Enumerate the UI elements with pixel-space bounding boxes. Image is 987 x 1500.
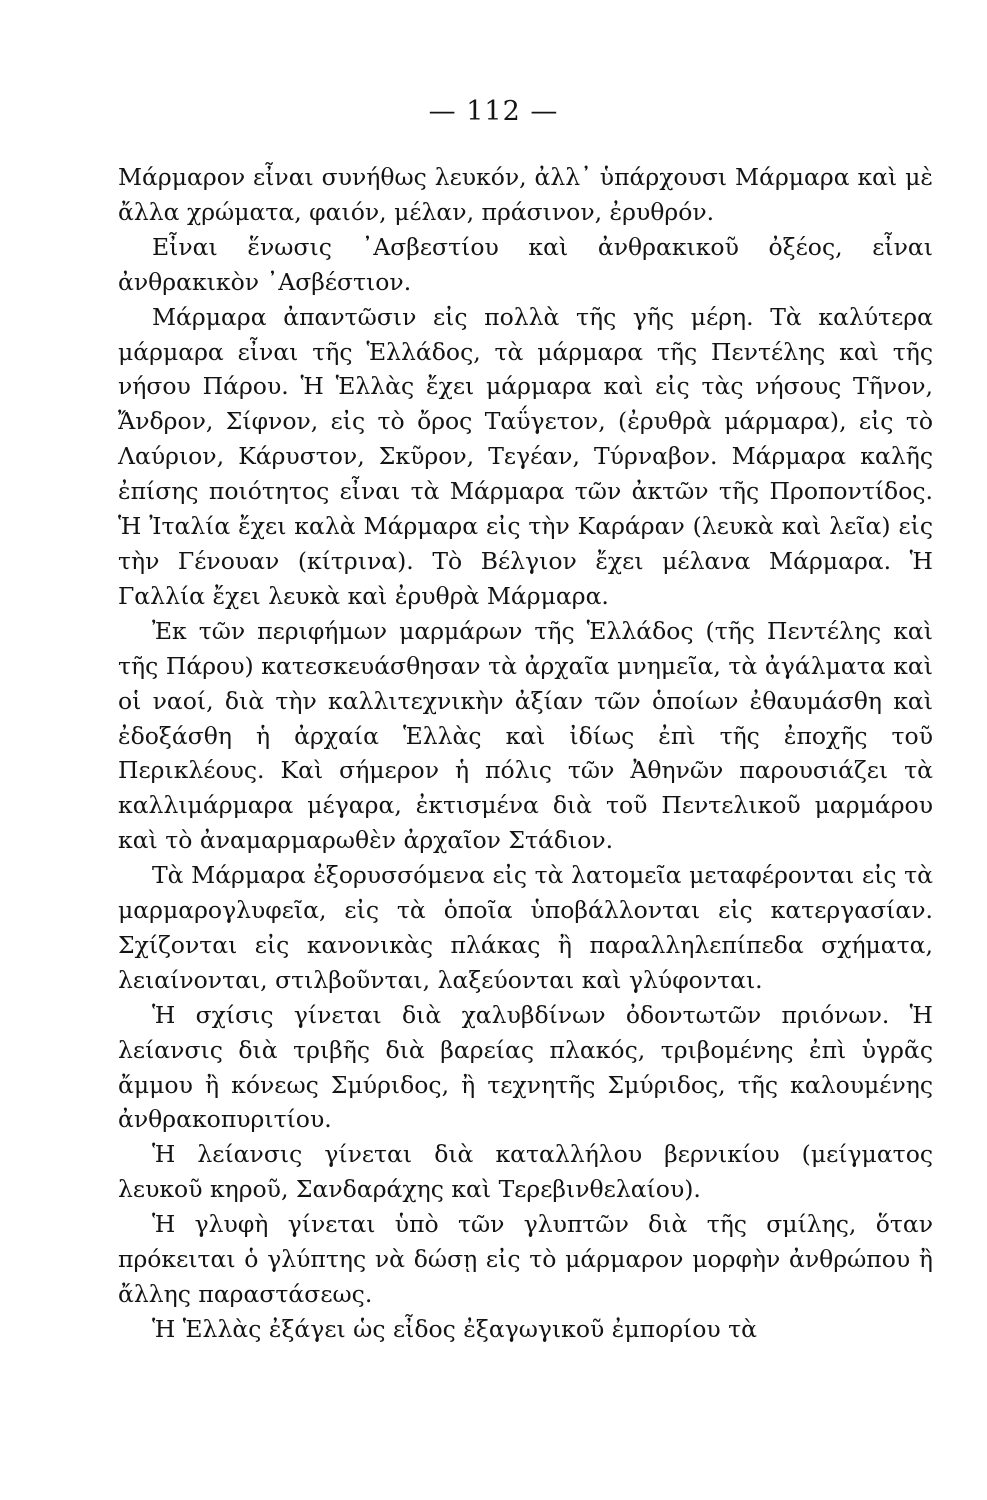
paragraph-export: Ἡ Ἑλλὰς ἐξάγει ὡς εἶδος ἐξαγωγικοῦ ἐμπορίου τὰ — [152, 1314, 758, 1343]
body-text — [118, 160, 933, 1347]
page-number: — 112 — — [428, 96, 559, 127]
paragraph-cutting-polishing: Ἡ σχίσις γίνεται διὰ χαλυβδίνων ὀδοντωτῶν πριόνων. Ἡ λείανσις διὰ τριβῆς διὰ βαρείας πλακός, τριβομένης ἐπὶ ὑγρᾶς ἄμμου ἢ κόνεως Σμύριδος, ἢ τεχνητῆς Σμύριδος, τῆς καλουμένης ἀνθρακοπυριτίου. — [118, 1000, 933, 1134]
paragraph-marble-sources: Μάρμαρα ἀπαντῶσιν εἰς πολλὰ τῆς γῆς μέρη. Τὰ καλύτερα μάρμαρα εἶναι τῆς Ἑλλάδος, τὰ μάρμαρα τῆς Πεντέλης καὶ τῆς νήσου Πάρου. Ἡ Ἑλλὰς ἔχει μάρμαρα καὶ εἰς τὰς νήσους Τῆνον, Ἄνδρον, Σίφνον, εἰς τὸ ὄρος Ταΰγετον, (ἐρυθρὰ μάρμαρα), εἰς τὸ Λαύριον, Κάρυστον, Σκῦρον, Τεγέαν, Τύρναβον. Μάρμαρα καλῆς ἐπίσης ποιότητος εἶναι τὰ Μάρμαρα τῶν ἀκτῶν τῆς Προποντίδος. Ἡ Ἰταλία ἔχει καλὰ Μάρμαρα εἰς τὴν Καράραν (λευκὰ καὶ λεῖα) εἰς τὴν Γένουαν (κίτρινα). Τὸ Βέλγιον ἔχει μέλανα Μάρμαρα. Ἡ Γαλλία ἔχει λευκὰ καὶ ἐρυθρὰ Μάρμαρα. — [118, 302, 933, 610]
paragraph-ancient-monuments: Ἐκ τῶν περιφήμων μαρμάρων τῆς Ἑλλάδος (τῆς Πεντέλης καὶ τῆς Πάρου) κατεσκευάσθησαν τὰ ἀρχαῖα μνημεῖα, τὰ ἀγάλματα καὶ οἱ ναοί, διὰ τὴν καλλιτεχνικὴν ἀξίαν τῶν ὁποίων ἐθαυμάσθη καὶ ἐδοξάσθη ἡ ἀρχαία Ἑλλὰς καὶ ἰδίως ἐπὶ τῆς ἐποχῆς τοῦ Περικλέους. Καὶ σήμερον ἡ πόλις τῶν Ἀθηνῶν παρουσιάζει τὰ καλλιμάρμαρα μέγαρα, ἐκτισμένα διὰ τοῦ Πεντελικοῦ μαρμάρου καὶ τὸ ἀναμαρμαρωθὲν ἀρχαῖον Στάδιον. — [118, 616, 933, 855]
paragraph-sculpting: Ἡ γλυφὴ γίνεται ὑπὸ τῶν γλυπτῶν διὰ τῆς σμίλης, ὅταν πρόκειται ὁ γλύπτης νὰ δώσῃ εἰς τὸ μάρμαρον μορφὴν ἀνθρώπου ἢ ἄλλης παραστάσεως. — [118, 1210, 933, 1308]
paragraph-varnish: Ἡ λείανσις γίνεται διὰ καταλλήλου βερνικίου (μείγματος λευκοῦ κηροῦ, Σανδαράχης καὶ Τερεβινθελαίου). — [118, 1140, 933, 1204]
paragraph-marble-color: Μάρμαρον εἶναι συνήθως λευκόν, ἀλλ᾽ ὑπάρχουσι Μάρμαρα καὶ μὲ ἄλλα χρώματα, φαιόν, μέλαν, πράσινον, ἐρυθρόν. — [118, 163, 933, 226]
paragraph-processing: Τὰ Μάρμαρα ἐξορυσσόμενα εἰς τὰ λατομεῖα μεταφέρονται εἰς τὰ μαρμαρογλυφεῖα, εἰς τὰ ὁποῖα ὑποβάλλονται εἰς κατεργασίαν. Σχίζονται εἰς κανονικὰς πλάκας ἢ παραλληλεπίπεδα σχήματα, λειαίνονται, στιλβοῦνται, λαξεύονται καὶ γλύφονται. — [118, 861, 933, 994]
paragraph-marble-composition: Εἶναι ἕνωσις ᾽Ασβεστίου καὶ ἀνθρακικοῦ ὀξέος, εἶναι ἀνθρακικὸν ᾽Ασβέστιον. — [118, 232, 933, 296]
